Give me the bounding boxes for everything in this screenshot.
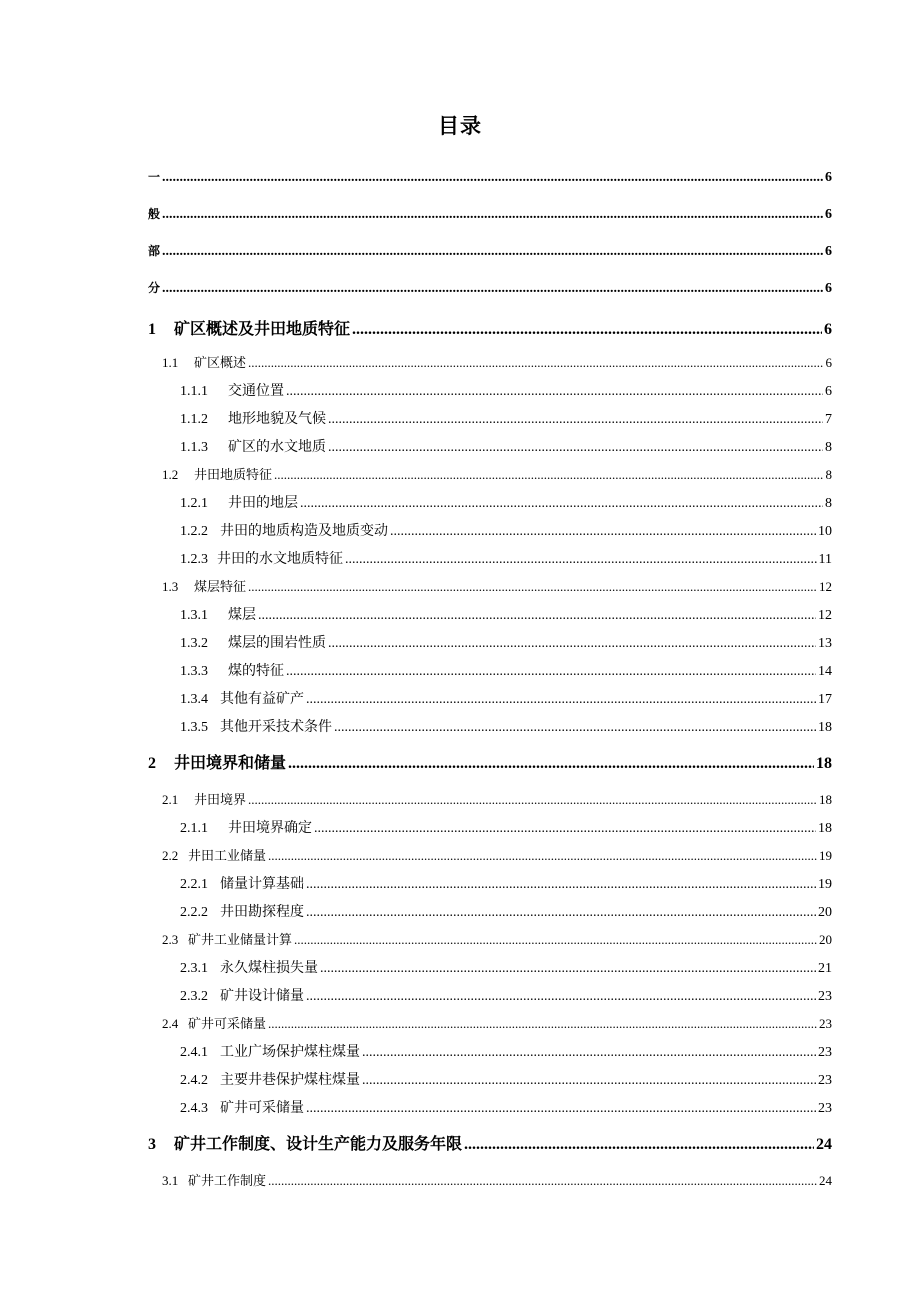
toc-entry-number: 2.1 <box>162 792 179 807</box>
toc-entry-page-number: 23 <box>818 1045 832 1060</box>
toc-entry-title: 交通位置 <box>228 384 284 399</box>
toc-entry-page-number: 6 <box>825 244 832 259</box>
toc-entry-number: 1 <box>148 321 156 338</box>
toc-entry-title: 部 <box>148 244 161 258</box>
toc-entry[interactable] <box>180 688 832 708</box>
dot-leader <box>390 524 816 540</box>
toc-entry-page-number: 17 <box>818 692 832 707</box>
dot-leader <box>314 821 816 837</box>
toc-entry-page-number: 19 <box>819 848 832 863</box>
toc-entry-title: 煤层的围岩性质 <box>228 636 326 651</box>
toc-entry-page-number: 13 <box>818 636 832 651</box>
toc-entry-number: 2.2 <box>162 848 179 863</box>
toc-entry[interactable] <box>180 408 832 428</box>
toc-entry-number: 2.1.1 <box>180 821 208 836</box>
toc-entry[interactable] <box>180 548 832 568</box>
dot-leader <box>248 355 823 371</box>
toc-entry-title: 矿区概述 <box>194 355 247 370</box>
dot-leader <box>286 384 823 400</box>
toc-entry[interactable] <box>180 520 832 540</box>
toc-entry-title: 井田境界 <box>194 792 247 807</box>
toc-entry-title: 井田地质特征 <box>194 467 273 482</box>
toc-entry-title: 井田的水文地质特征 <box>217 552 343 567</box>
toc-entry-page-number: 23 <box>819 1016 832 1031</box>
toc-entry-page-number: 23 <box>818 1101 832 1116</box>
toc-entry-title: 矿区概述及井田地质特征 <box>174 321 351 338</box>
toc-entry-title: 地形地貌及气候 <box>228 412 326 427</box>
toc-entry-number: 2.2.1 <box>180 877 208 892</box>
toc-entry-title: 主要井巷保护煤柱煤量 <box>220 1073 360 1088</box>
toc-entry-number: 3 <box>148 1136 156 1153</box>
toc-entry-page-number: 20 <box>819 932 832 947</box>
dot-leader <box>328 412 823 428</box>
dot-leader <box>362 1073 816 1089</box>
toc-entry-number: 2 <box>148 755 156 772</box>
dot-leader <box>334 720 816 736</box>
toc-entry[interactable] <box>180 632 832 652</box>
dot-leader <box>288 755 814 773</box>
dot-leader <box>320 961 816 977</box>
toc-entry-number: 1.3.4 <box>180 692 208 707</box>
toc-entry[interactable] <box>180 957 832 977</box>
toc-entry-title: 井田境界和储量 <box>174 755 287 772</box>
toc-entry-title: 井田境界确定 <box>228 821 312 836</box>
toc-entry[interactable] <box>180 660 832 680</box>
dot-leader <box>362 1045 816 1061</box>
toc-entry-title: 分 <box>148 281 161 295</box>
toc-entry-number: 2.3.1 <box>180 961 208 976</box>
toc-entry-page-number: 6 <box>825 281 832 296</box>
toc-entry-page-number: 6 <box>825 355 832 370</box>
dot-leader <box>248 579 817 595</box>
dot-leader <box>300 496 823 512</box>
toc-entry-number: 2.4.1 <box>180 1045 208 1060</box>
toc-entry-title: 工业广场保护煤柱煤量 <box>220 1045 360 1060</box>
toc-entry[interactable] <box>180 1069 832 1089</box>
toc-entry-number: 1.2.3 <box>180 552 208 567</box>
toc-entry-page-number: 12 <box>818 608 832 623</box>
dot-leader <box>162 281 823 297</box>
toc-entry-page-number: 18 <box>818 821 832 836</box>
dot-leader <box>268 1173 817 1189</box>
toc-entry[interactable] <box>162 1170 832 1189</box>
toc-entry[interactable] <box>162 352 832 371</box>
toc-entry-number: 2.2.2 <box>180 905 208 920</box>
dot-leader <box>268 1016 817 1032</box>
toc-entry-number: 1.1.2 <box>180 412 208 427</box>
dot-leader <box>306 877 816 893</box>
toc-entry-page-number: 8 <box>825 440 832 455</box>
dot-leader <box>286 664 816 680</box>
toc-entry-title: 矿井设计储量 <box>220 989 304 1004</box>
dot-leader <box>306 1101 816 1117</box>
dot-leader <box>345 552 817 568</box>
toc-entry-page-number: 24 <box>816 1136 832 1153</box>
toc-entry-page-number: 23 <box>818 1073 832 1088</box>
toc-entry-number: 1.3 <box>162 579 179 594</box>
toc-entry-title: 煤的特征 <box>228 664 284 679</box>
toc-entry-title: 储量计算基础 <box>220 877 304 892</box>
toc-entry-number: 2.3 <box>162 932 179 947</box>
toc-entry-title: 般 <box>148 207 161 221</box>
toc-entry-page-number: 8 <box>825 467 832 482</box>
toc-entry[interactable] <box>180 380 832 400</box>
toc-entry-page-number: 20 <box>818 905 832 920</box>
toc-entry-number: 1.2.2 <box>180 524 208 539</box>
dot-leader <box>328 440 823 456</box>
toc-entry[interactable] <box>162 1013 832 1032</box>
toc-entry-title: 矿井工作制度 <box>188 1173 267 1188</box>
toc-entry[interactable] <box>148 168 832 186</box>
toc-entry-page-number: 21 <box>818 961 832 976</box>
toc-entry-page-number: 14 <box>818 664 832 679</box>
toc-entry[interactable] <box>148 279 832 297</box>
dot-leader <box>306 905 816 921</box>
toc-entry-title: 井田勘探程度 <box>220 905 304 920</box>
toc-entry-number: 2.4.3 <box>180 1101 208 1116</box>
dot-leader <box>306 692 816 708</box>
toc-entry-page-number: 18 <box>818 720 832 735</box>
toc-entry-title: 井田工业储量 <box>188 848 267 863</box>
toc-entry-number: 1.3.3 <box>180 664 208 679</box>
toc-entry[interactable] <box>180 817 832 837</box>
toc-entry-number: 1.1.1 <box>180 384 208 399</box>
toc-entry-page-number: 6 <box>824 321 832 338</box>
toc-entry[interactable] <box>180 901 832 921</box>
dot-leader <box>352 321 822 339</box>
toc-entry[interactable] <box>162 845 832 864</box>
toc-entry[interactable] <box>180 604 832 624</box>
dot-leader <box>248 792 817 808</box>
toc-entry-page-number: 6 <box>825 207 832 222</box>
toc-entry-title: 井田的地质构造及地质变动 <box>220 524 388 539</box>
toc-entry-title: 矿井可采储量 <box>188 1016 267 1031</box>
toc-entry[interactable] <box>162 464 832 483</box>
toc-entry-page-number: 6 <box>825 384 832 399</box>
page-title: 目录 <box>438 114 482 138</box>
toc-entry[interactable] <box>148 750 832 773</box>
toc-entry-page-number: 18 <box>816 755 832 772</box>
toc-entry-page-number: 24 <box>819 1173 832 1188</box>
dot-leader <box>328 636 816 652</box>
toc-entry-page-number: 11 <box>818 552 832 567</box>
toc-entry-number: 1.3.5 <box>180 720 208 735</box>
toc-entry-page-number: 12 <box>819 579 832 594</box>
dot-leader <box>294 932 817 948</box>
toc-entry-page-number: 7 <box>825 412 832 427</box>
toc-entry-title: 其他开采技术条件 <box>220 720 332 735</box>
toc-entry-number: 1.1 <box>162 355 179 370</box>
toc-entry-title: 其他有益矿产 <box>220 692 304 707</box>
toc-entry[interactable] <box>148 205 832 223</box>
dot-leader <box>274 467 823 483</box>
toc-entry[interactable] <box>180 1097 832 1117</box>
dot-leader <box>162 207 823 223</box>
toc-entry[interactable] <box>148 316 832 339</box>
dot-leader <box>162 170 823 186</box>
dot-leader <box>306 989 816 1005</box>
toc-entry[interactable] <box>162 789 832 808</box>
toc-entry-number: 1.2 <box>162 467 179 482</box>
toc-entry-title: 一 <box>148 170 161 184</box>
toc-entry-title: 永久煤柱损失量 <box>220 961 318 976</box>
toc-entry-page-number: 8 <box>825 496 832 511</box>
toc-entry[interactable] <box>180 1041 832 1061</box>
toc-entry[interactable] <box>180 492 832 512</box>
toc-entry-number: 2.3.2 <box>180 989 208 1004</box>
toc-entry-number: 2.4.2 <box>180 1073 208 1088</box>
toc-entry-page-number: 10 <box>818 524 832 539</box>
toc-entry-page-number: 6 <box>825 170 832 185</box>
toc-entry-title: 矿井工作制度、设计生产能力及服务年限 <box>174 1136 463 1153</box>
toc-entry-number: 2.4 <box>162 1016 179 1031</box>
dot-leader <box>464 1136 814 1154</box>
toc-entry[interactable] <box>148 242 832 260</box>
toc-entry[interactable] <box>180 436 832 456</box>
toc-entry-title: 矿井工业储量计算 <box>188 932 293 947</box>
toc-entry[interactable] <box>180 873 832 893</box>
toc-entry-title: 煤层特征 <box>194 579 247 594</box>
dot-leader <box>258 608 816 624</box>
toc-entry-page-number: 18 <box>819 792 832 807</box>
toc-entry-number: 3.1 <box>162 1173 179 1188</box>
dot-leader <box>268 848 817 864</box>
toc-entry-page-number: 23 <box>818 989 832 1004</box>
toc-entry-page-number: 19 <box>818 877 832 892</box>
toc-entry-title: 矿井可采储量 <box>220 1101 304 1116</box>
toc-entry-number: 1.3.1 <box>180 608 208 623</box>
dot-leader <box>162 244 823 260</box>
toc-entry-number: 1.2.1 <box>180 496 208 511</box>
toc-entry-title: 矿区的水文地质 <box>228 440 326 455</box>
toc-entry-number: 1.1.3 <box>180 440 208 455</box>
toc-entry[interactable] <box>148 1131 832 1154</box>
toc-entry-title: 煤层 <box>228 608 256 623</box>
toc-entry-number: 1.3.2 <box>180 636 208 651</box>
toc-entry[interactable] <box>180 985 832 1005</box>
toc-entry[interactable] <box>162 929 832 948</box>
toc-entry-title: 井田的地层 <box>228 496 298 511</box>
toc-entry[interactable] <box>180 716 832 736</box>
toc-entry[interactable] <box>162 576 832 595</box>
